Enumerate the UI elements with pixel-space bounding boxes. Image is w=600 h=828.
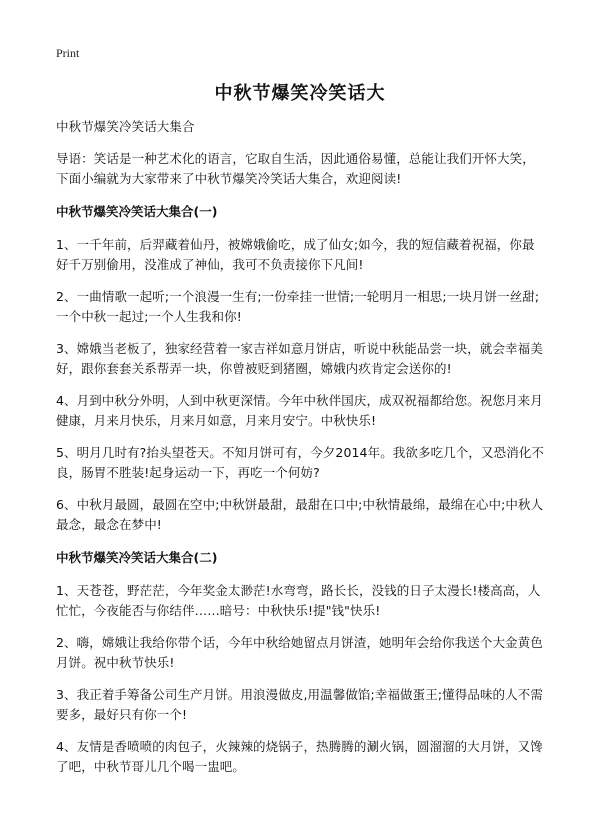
section-heading-2: 中秋节爆笑冷笑话大集合(二): [56, 550, 218, 565]
section-heading-1: 中秋节爆笑冷笑话大集合(一): [56, 204, 218, 219]
joke-item: 1、天苍苍，野茫茫，今年奖金太渺茫!水弯弯，路长长，没钱的日子太漫长!楼高高，人忙忙，今夜能否与你结伴……暗号：中秋快乐!提"钱"快乐!: [56, 583, 541, 618]
joke-item: 2、一曲情歌一起听;一个浪漫一生有;一份牵挂一世情;一轮明月一相思;一块月饼一丝甜;一个中秋一起过;一个人生我和你!: [56, 289, 540, 324]
joke-item: 1、一千年前，后羿藏着仙丹，被嫦娥偷吃，成了仙女;如今，我的短信藏着祝福，你最好千万别偷用，没准成了神仙，我可不负责接你下凡间!: [56, 237, 535, 272]
article-subtitle: 中秋节爆笑冷笑话大集合: [56, 119, 195, 134]
joke-item: 5、明月几时有?抬头望苍天。不知月饼可有，今夕2014年。我欲多吃几个，又恐消化不良，肠胃不胜装!起身运动一下，再吃一个何妨?: [56, 445, 545, 480]
joke-item: 3、我正着手筹备公司生产月饼。用浪漫做皮,用温馨做馅;幸福做蛋王;懂得品味的人不需要多，最好只有你一个!: [56, 687, 543, 722]
intro-paragraph: 导语：笑话是一种艺术化的语言，它取自生活，因此通俗易懂，总能让我们开怀大笑，下面小编就为大家带来了中秋节爆笑冷笑话大集合，欢迎阅读!: [56, 151, 535, 186]
print-link[interactable]: Print: [56, 46, 80, 60]
joke-item: 4、友情是香喷喷的肉包子，火辣辣的烧锅子，热腾腾的涮火锅，圆溜溜的大月饼，又馋了吧，中秋节哥儿几个喝一盅吧。: [56, 739, 543, 774]
article-body: [56, 117, 546, 789]
joke-item: 2、嗨，嫦娥让我给你带个话，今年中秋给她留点月饼渣，她明年会给你我送个大金黄色月饼。祝中秋节快乐!: [56, 635, 543, 670]
page-title: 中秋节爆笑冷笑话大: [214, 83, 386, 104]
joke-item: 6、中秋月最圆，最圆在空中;中秋饼最甜，最甜在口中;中秋情最绵，最绵在心中;中秋人最念，最念在梦中!: [56, 497, 544, 532]
joke-item: 4、月到中秋分外明，人到中秋更深情。今年中秋伴国庆，成双祝福都给您。祝您月来月健康，月来月快乐，月来月如意，月来月安宁。中秋快乐!: [56, 393, 543, 428]
joke-item: 3、嫦娥当老板了，独家经营着一家吉祥如意月饼店，听说中秋能品尝一块，就会幸福美好，跟你套套关系帮弄一块，你曾被贬到猪圈，嫦娥内疚肯定会送你的!: [56, 341, 543, 376]
